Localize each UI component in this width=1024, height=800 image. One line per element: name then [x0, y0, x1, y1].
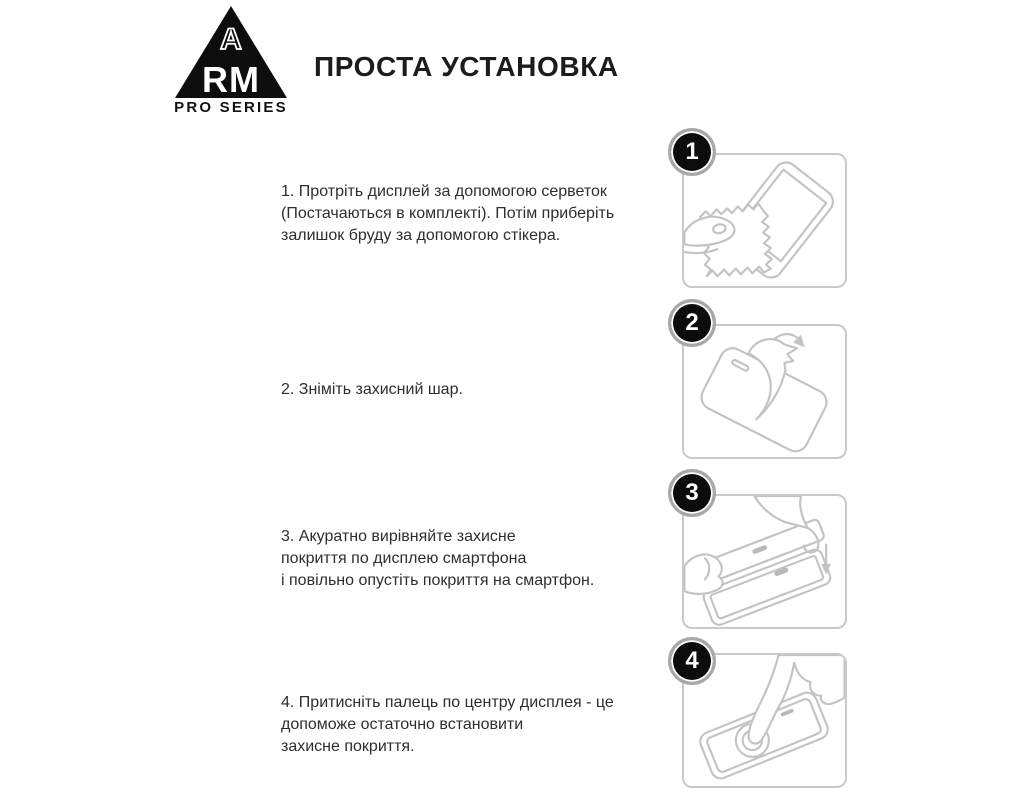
step-4-line-2: допоможе остаточно встановити [281, 716, 524, 733]
step-4-line-1: 4. Притисніть палець по центру дисплея - це [281, 694, 614, 711]
step-1-illustration-frame [682, 153, 847, 288]
step-3-line-1: 3. Акуратно вирівняйте захисне [281, 528, 516, 545]
logo-series-label: PRO SERIES [174, 99, 288, 116]
step-4-line-3: захисне покриття. [281, 738, 415, 755]
step-1-line-2: (Постачаються в комплекті). Потім приберіть [281, 205, 615, 222]
step-3-line-2: покриття по дисплею смартфона [281, 550, 527, 567]
step-4-text [281, 692, 614, 758]
logo-letters-rm: RM [202, 59, 260, 98]
step-3-text [281, 526, 594, 592]
step-1-number: 1 [685, 138, 699, 165]
step-1-line-3: залишок бруду за допомогою стікера. [281, 227, 561, 244]
step-3-illustration-frame [682, 494, 847, 629]
step-1-text [281, 181, 614, 247]
step-2-number: 2 [685, 309, 699, 336]
brand-logo-triangle-icon [175, 6, 287, 98]
step-3-number-badge [668, 469, 716, 517]
step-3-line-3: і повільно опустіть покриття на смартфон. [281, 572, 595, 589]
step-2-line-1: 2. Зніміть захисний шар. [281, 381, 463, 398]
step-1-line-1: 1. Протріть дисплей за допомогою серветок [281, 183, 607, 200]
page-title: ПРОСТА УСТАНОВКА [314, 51, 619, 82]
step-1-number-badge [668, 128, 716, 176]
logo-letter-a: A [220, 23, 242, 56]
step-2-illustration-frame [682, 324, 847, 459]
step-2-text [281, 379, 463, 401]
step-3-number: 3 [685, 479, 699, 506]
step-2-number-badge [668, 299, 716, 347]
wipe-display-illustration-icon [684, 155, 845, 286]
step-4-number: 4 [685, 647, 699, 674]
align-protector-illustration-icon [684, 496, 845, 627]
peel-layer-illustration-icon [684, 326, 845, 457]
step-4-number-badge [668, 637, 716, 685]
